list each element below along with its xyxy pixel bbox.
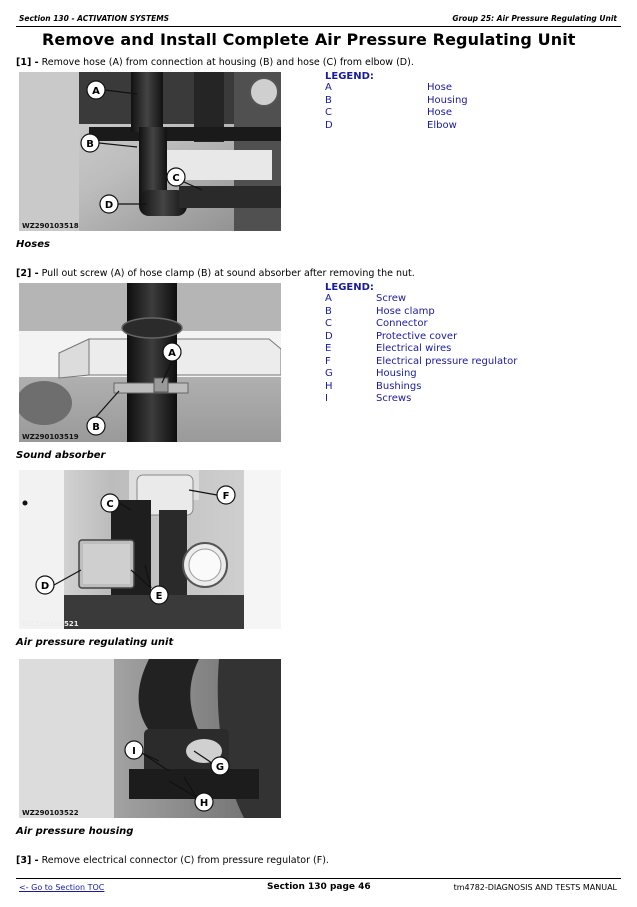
- svg-text:G: G: [215, 762, 225, 773]
- legend-key: H: [325, 380, 333, 392]
- svg-text:A: A: [92, 86, 100, 97]
- photo-hoses: [19, 72, 281, 231]
- legend-label: Hose clamp: [376, 305, 435, 317]
- step-3: [16, 855, 329, 866]
- legend-label: Electrical wires: [376, 343, 452, 354]
- legend-2-title: LEGEND:: [325, 282, 374, 293]
- page-number: Section 130 page 46: [267, 882, 371, 892]
- group-header: Group 25: Air Pressure Regulating Unit: [452, 14, 617, 23]
- step-1-number: [1] -: [16, 57, 39, 68]
- caption-hoses: Hoses: [16, 239, 50, 250]
- legend-2-item: [325, 343, 517, 356]
- legend-label: Housing: [376, 368, 417, 379]
- legend-2-item: [325, 356, 517, 369]
- legend-label: Electrical pressure regulator: [376, 355, 518, 367]
- photo-ref-number: WZ290103521: [22, 620, 79, 628]
- legend-2-item: [325, 318, 517, 331]
- legend-2-item: [325, 393, 517, 406]
- caption-pressure-housing: Air pressure housing: [16, 826, 134, 837]
- legend-label: Hose: [427, 82, 452, 93]
- svg-text:A: A: [168, 348, 176, 359]
- legend-2-item: [325, 293, 517, 306]
- legend-key: A: [325, 82, 332, 93]
- legend-key: F: [325, 355, 331, 367]
- legend-key: C: [325, 318, 332, 329]
- svg-text:C: C: [106, 499, 114, 510]
- legend-key: C: [325, 107, 332, 118]
- section-header: Section 130 - ACTIVATION SYSTEMS: [19, 14, 170, 23]
- caption-sound-absorber: Sound absorber: [16, 450, 106, 461]
- legend-1-item: [325, 82, 468, 95]
- legend-2-item: [325, 331, 517, 344]
- step-2: [16, 268, 415, 279]
- step-3-text: Remove electrical connector (C) from pressure regulator (F).: [38, 855, 329, 866]
- legend-key: B: [325, 305, 332, 317]
- legend-2-item: [325, 368, 517, 381]
- step-3-number: [3] -: [16, 855, 39, 866]
- legend-key: A: [325, 293, 332, 304]
- legend-label: Connector: [376, 318, 428, 329]
- step-1: [16, 57, 414, 68]
- legend-1-item: [325, 95, 468, 108]
- legend-key: I: [325, 393, 328, 404]
- svg-text:D: D: [40, 581, 50, 592]
- svg-text:E: E: [155, 591, 163, 602]
- legend-key: D: [325, 119, 333, 131]
- legend-1-item: [325, 120, 468, 133]
- header-rule: [16, 26, 621, 27]
- legend-key: B: [325, 94, 332, 106]
- caption-regulating-unit: Air pressure regulating unit: [16, 637, 174, 648]
- legend-label: Protective cover: [376, 330, 458, 342]
- legend-key: E: [325, 343, 332, 354]
- legend-1-item: [325, 107, 468, 120]
- legend-2-item: [325, 306, 517, 319]
- go-to-section-toc-link[interactable]: <- Go to Section TOC: [19, 883, 105, 892]
- legend-1-title: LEGEND:: [325, 71, 374, 82]
- svg-text:I: I: [132, 746, 136, 757]
- photo-pressure-housing: [19, 659, 281, 818]
- page-title: Remove and Install Complete Air Pressure Regulating Unit: [42, 30, 576, 49]
- photo-ref-number: WZ290103519: [22, 433, 79, 441]
- legend-label: Screw: [376, 293, 407, 304]
- photo-ref-number: WZ290103522: [22, 809, 79, 817]
- legend-key: G: [325, 368, 333, 379]
- legend-1: [325, 71, 468, 132]
- legend-2-item: [325, 381, 517, 394]
- svg-text:H: H: [199, 798, 209, 809]
- svg-text:B: B: [92, 422, 100, 433]
- photo-ref-number: WZ290103518: [22, 222, 79, 230]
- photo-sound-absorber: [19, 283, 281, 442]
- legend-key: D: [325, 330, 333, 342]
- manual-name: tm4782-DIAGNOSIS AND TESTS MANUAL: [453, 883, 617, 892]
- legend-label: Bushings: [376, 380, 422, 392]
- legend-label: Hose: [427, 107, 452, 118]
- svg-text:D: D: [104, 200, 114, 211]
- photo-regulating-unit: [19, 470, 281, 629]
- svg-text:F: F: [222, 491, 230, 502]
- svg-text:B: B: [86, 139, 94, 150]
- step-1-text: Remove hose (A) from connection at housing (B) and hose (C) from elbow (D).: [38, 57, 414, 68]
- legend-2: [325, 282, 517, 406]
- legend-label: Housing: [427, 94, 468, 106]
- svg-text:C: C: [172, 173, 180, 184]
- footer-rule: [16, 878, 621, 879]
- step-2-number: [2] -: [16, 268, 39, 279]
- step-2-text: Pull out screw (A) of hose clamp (B) at sound absorber after removing the nut.: [38, 268, 415, 279]
- legend-label: Screws: [376, 393, 412, 404]
- legend-label: Elbow: [427, 119, 457, 131]
